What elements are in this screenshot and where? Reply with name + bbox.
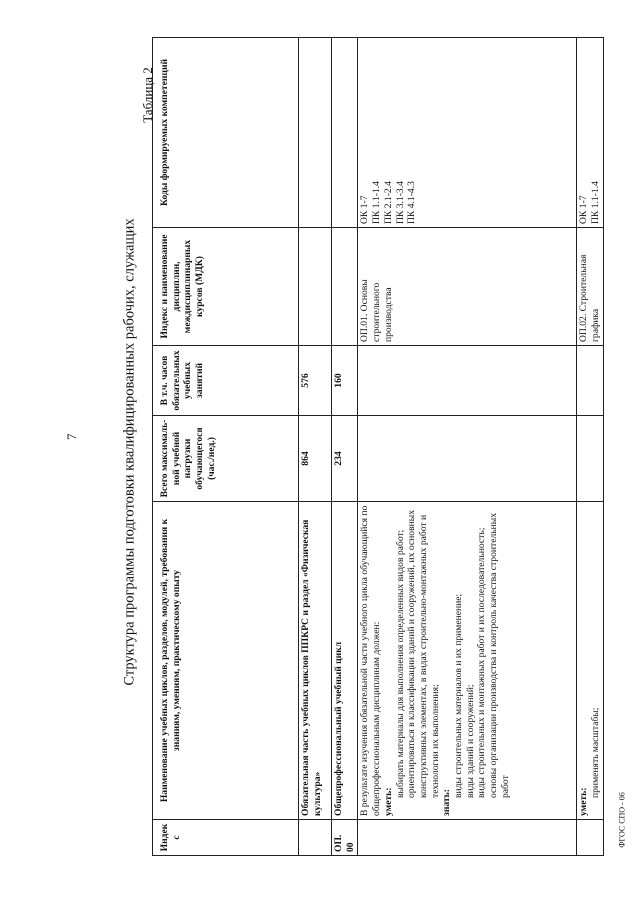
document-title: Структура программы подготовки квалифицированных рабочих, служащих [121,218,138,686]
competency-code: ПК 2.1-2.4 [382,181,394,224]
competency-code: ПК 3.1-3.4 [394,181,406,224]
cell-discipline: ОП.01. Основы строительного производства [358,228,577,346]
skill-item: применять масштабы; [590,707,602,798]
footer-code: ФГОС СПО - 06 [617,792,627,848]
cell-max-load [577,416,604,502]
header-max-load: Всего максималь-ной учебной нагрузки обучающегося (час./нед.) [153,416,299,502]
knowledge-label: знать: [441,789,453,816]
competency-code: ПК 4.1-4.3 [406,181,418,224]
header-required-hours: В т.ч. часов обязательных учебных занятий [153,346,299,416]
table-header-row [153,38,299,856]
cell-name: Обязательная часть учебных циклов ППКРС и раздел «Физическая культура» [299,502,332,820]
cell-required-hours: 160 [332,346,358,416]
cell-competencies [577,38,604,228]
knowledge-item: основы организации производства и контроль качества строительных работ [488,512,511,798]
cell-required-hours: 576 [299,346,332,416]
skill-item: выбирать материалы для выполнения определенных видов работ; [394,529,406,798]
competency-code: ОК 1-7 [359,195,371,224]
header-index: Индекс [153,820,299,856]
requirements-intro: В результате изучения обязательной части учебного цикла обучающийся по общепрофессиональным дисциплинам должен: [359,505,383,816]
cell-requirements [577,502,604,820]
skills-label: уметь: [382,787,394,816]
knowledge-item: виды зданий и сооружений; [464,684,476,798]
header-competencies: Коды формируемых компетенций [153,38,299,228]
cell-requirements [358,502,577,820]
table-row-op02 [577,38,604,856]
competency-code: ПК 1.1-1.4 [371,181,383,224]
table-row-mandatory [299,38,332,856]
table-row-op01 [358,38,577,856]
cell-index: ОП. 00 [332,820,358,856]
skills-label: уметь: [578,787,590,816]
cell-competencies [358,38,577,228]
cell-discipline [332,228,358,346]
cell-required-hours [358,346,577,416]
cell-index [358,820,577,856]
table-caption: Таблица 2 [140,67,155,123]
header-discipline: Индекс и наименование дисциплин, междисциплинарных курсов (МДК) [153,228,299,346]
page-number: 7 [64,433,79,440]
skill-item: ориентироваться в классификации зданий и сооружений, их основных конструктивных элементах, в видах строительно-монтажных работ и технологии их выполнения; [406,509,441,798]
cell-max-load: 234 [332,416,358,502]
structure-table [152,37,604,856]
cell-competencies [299,38,332,228]
cell-name: Общепрофессиональный учебный цикл [332,502,358,820]
cell-index [299,820,332,856]
cell-discipline [299,228,332,346]
cell-max-load [358,416,577,502]
competency-code: ОК 1-7 [578,195,590,224]
cell-index [577,820,604,856]
knowledge-item: виды строительных и монтажных работ и их последовательность; [476,527,488,798]
cell-discipline: ОП.02. Строительная графика [577,228,604,346]
cell-required-hours [577,346,604,416]
competency-code: ПК 1.1-1.4 [590,181,602,224]
header-name: Наименование учебных циклов, разделов, модулей, требования к знаниям, умениям, практическому опыту [153,502,299,820]
table-row-op [332,38,358,856]
knowledge-item: виды строительных материалов и их применение; [453,593,465,798]
structure-table-container [152,38,602,856]
cell-competencies [332,38,358,228]
cell-max-load: 864 [299,416,332,502]
